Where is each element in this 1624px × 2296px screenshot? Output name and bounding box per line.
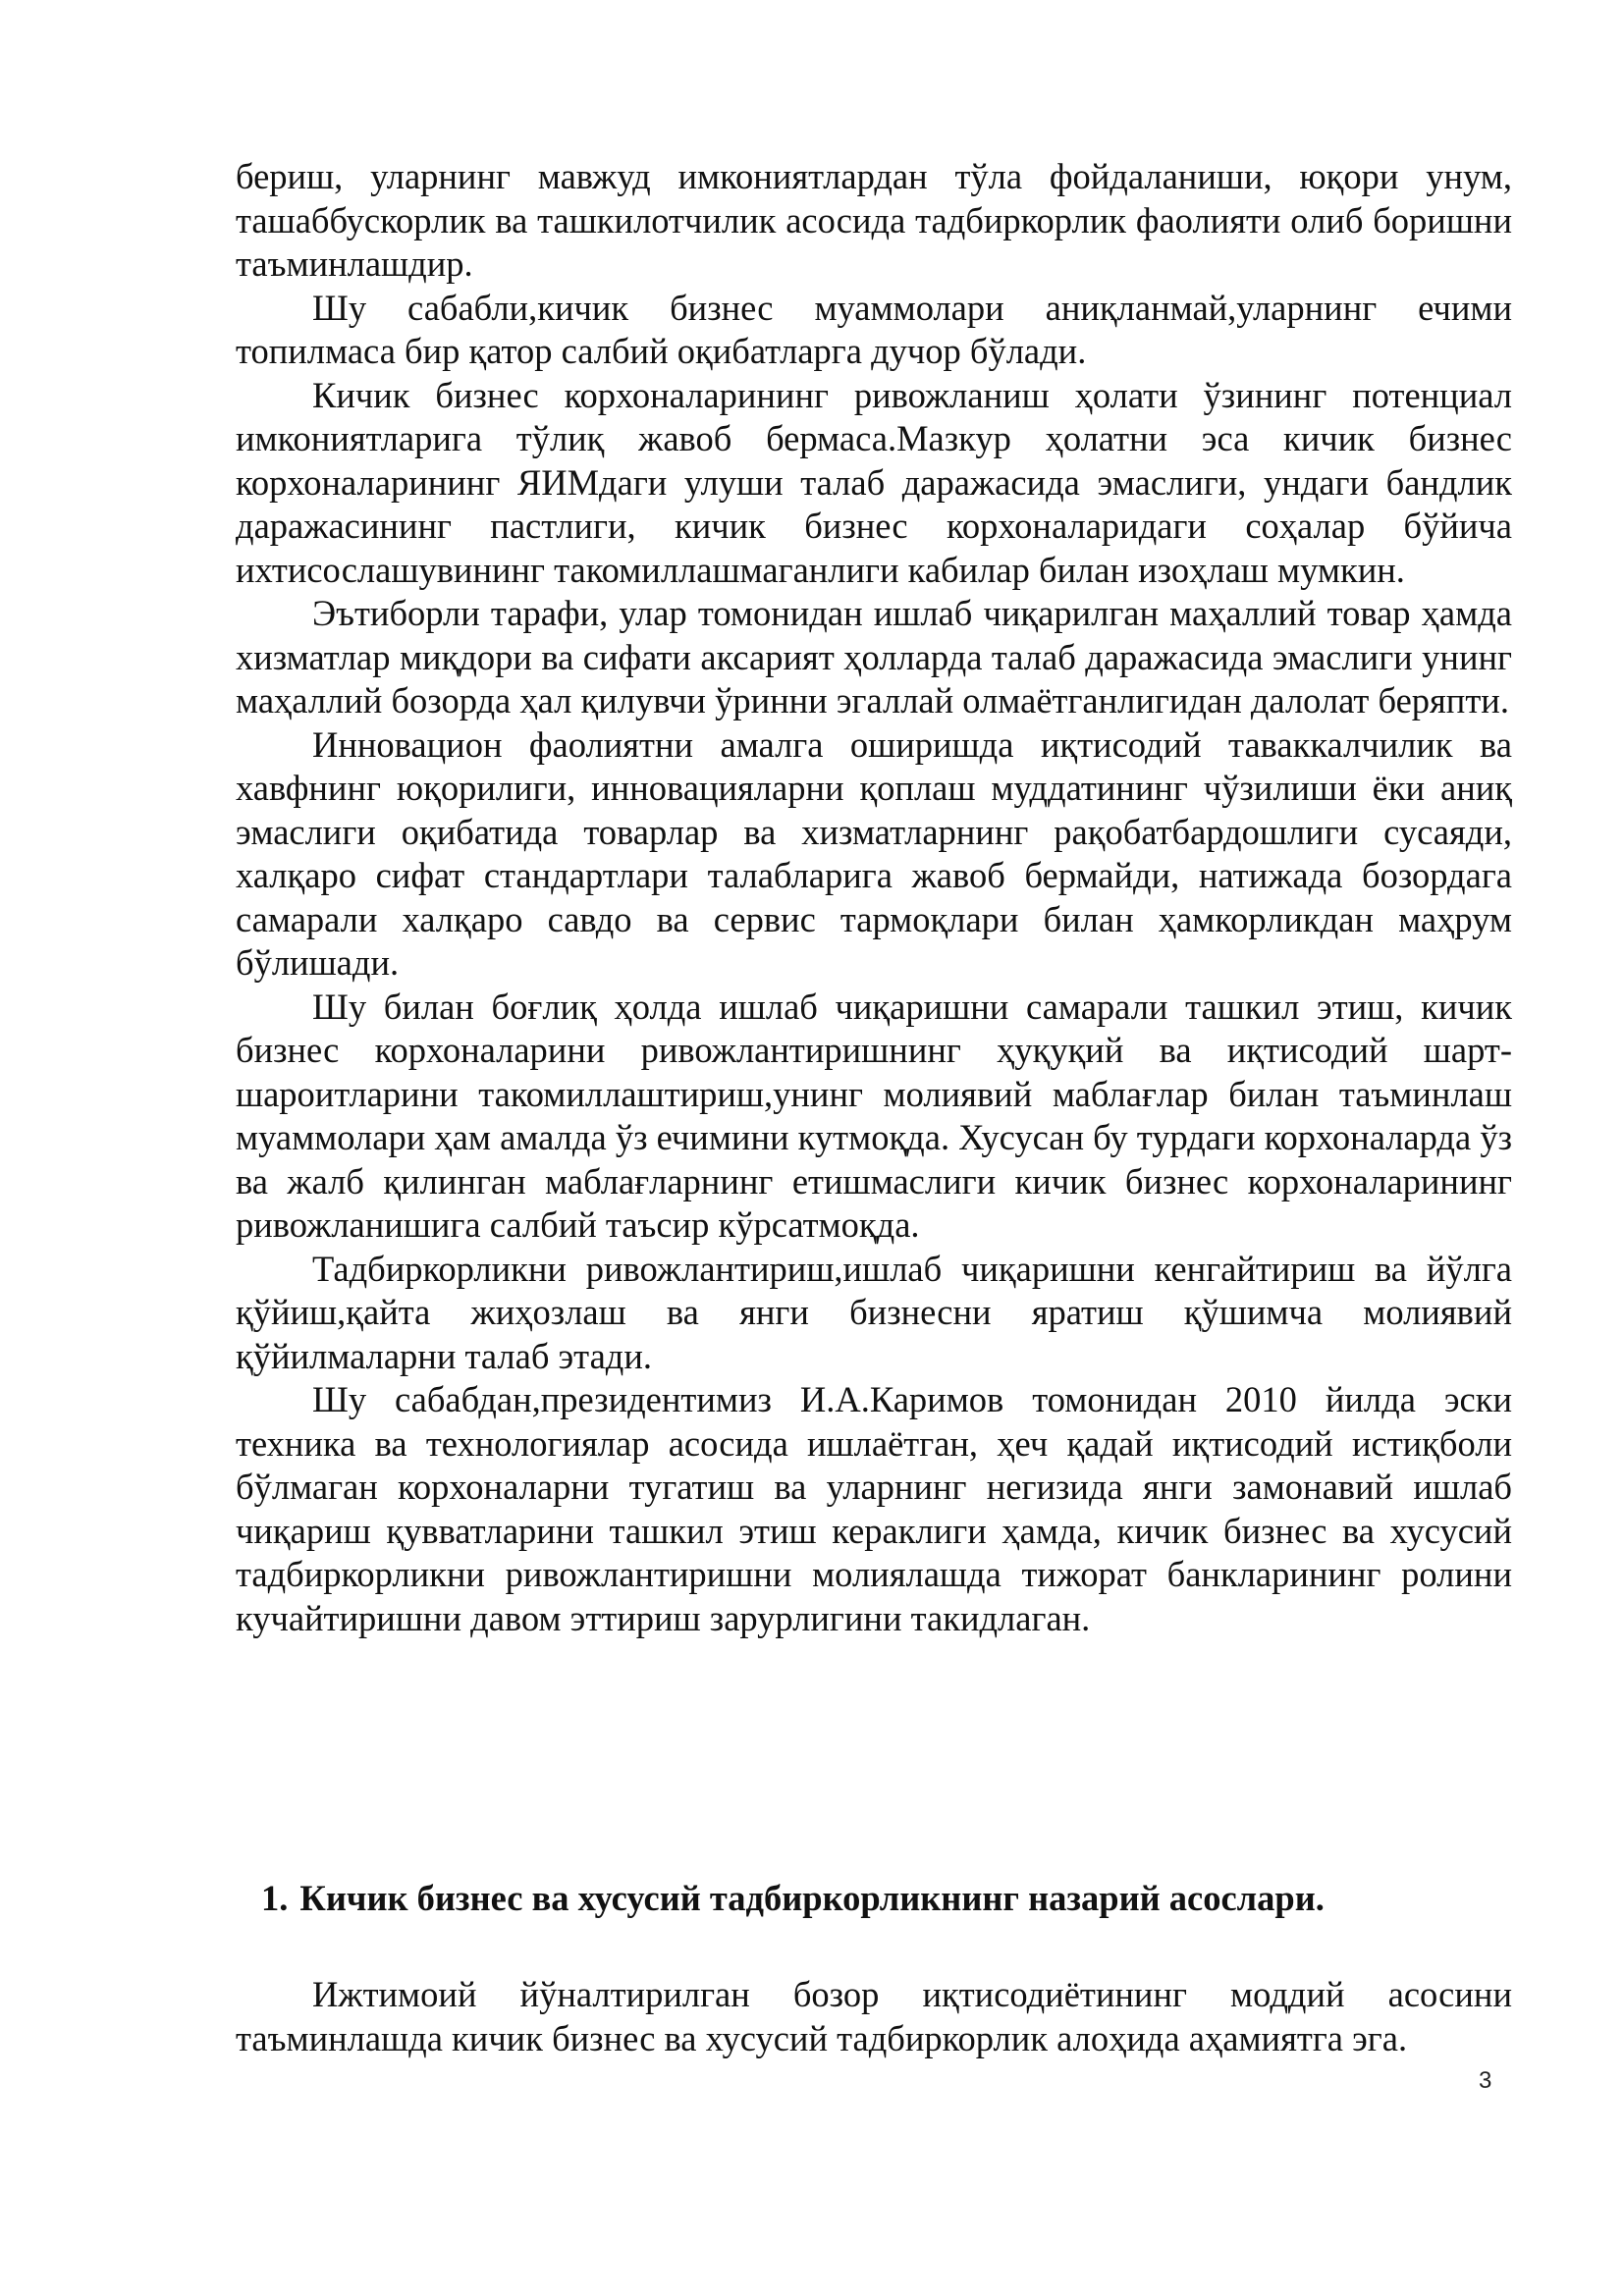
paragraph-1: бериш, уларнинг мавжуд имкониятлардан тўла фойдаланиши, юқори унум, ташаббускорлик ва ташкилотчилик асосида тадбиркорлик фаолияти олиб боришни таъминлашдир. (236, 156, 1512, 284)
section-heading (261, 1877, 1325, 1920)
paragraph-5: Инновацион фаолиятни амалга оширишда иқтисодий таваккалчилик ва хавфнинг юқорилиги, инновацияларни қоплаш муддатининг чўзилиши ёки аниқ эмаслиги оқибатида товарлар ва хизматларнинг рақобатбардошлиги сусаяди, халқаро сифат стандартлари талабларига жавоб бермайди, натижада бозордага самарали халқаро савдо ва сервис тармоқлари билан ҳамкорликдан маҳрум бўлишади. (236, 723, 1512, 983)
page-number: 3 (1479, 2067, 1492, 2094)
section-paragraph: Ижтимоий йўналтирилган бозор иқтисодиётининг моддий асосини таъминлашда кичик бизнес ва хусусий тадбиркорлик алоҳида аҳамиятга эга. (236, 1974, 1512, 2058)
paragraph-7: Тадбиркорликни ривожлантириш,ишлаб чиқаришни кенгайтириш ва йўлга қўйиш,қайта жиҳозлаш ва янги бизнесни яратиш қўшимча молиявий қўйилмаларни талаб этади. (236, 1248, 1512, 1376)
paragraph-6: Шу билан боғлиқ ҳолда ишлаб чиқаришни самарали ташкил этиш, кичик бизнес корхоналарини ривожлантиришнинг ҳуқуқий ва иқтисодий шарт-шароитларини такомиллаштириш,унинг молиявий маблағлар билан таъминлаш муаммолари ҳам амалда ўз ечимини кутмоқда. Хусусан бу турдаги корхоналарда ўз ва жалб қилинган маблағларнинг етишмаслиги кичик бизнес корхоналарининг ривожланишига салбий таъсир кўрсатмоқда. (236, 986, 1512, 1245)
paragraph-3: Кичик бизнес корхоналарининг ривожланиш ҳолати ўзининг потенциал имкониятларига тўлиқ жавоб бермаса.Мазкур ҳолатни эса кичик бизнес корхоналарининг ЯИМдаги улуши талаб даражасида эмаслиги, ундаги бандлик даражасининг пастлиги, кичик бизнес корхоналаридаги соҳалар бўйича ихтисослашувининг такомиллашмаганлиги кабилар билан изоҳлаш мумкин. (236, 374, 1512, 590)
paragraph-4: Эътиборли тарафи, улар томонидан ишлаб чиқарилган маҳаллий товар ҳамда хизматлар миқдори ва сифати аксарият ҳолларда талаб даражасида эмаслиги унинг маҳаллий бозорда ҳал қилувчи ўринни эгаллай олмаётганлигидан далолат беряпти. (236, 593, 1512, 721)
section-title: Кичик бизнес ва хусусий тадбиркорликнинг назарий асослари. (299, 1878, 1325, 1918)
paragraph-2: Шу сабабли,кичик бизнес муаммолари аниқланмай,уларнинг ечими топилмаса бир қатор салбий оқибатларга дучор бўлади. (236, 287, 1512, 371)
section-number: 1. (261, 1878, 289, 1918)
paragraph-8: Шу сабабдан,президентимиз И.А.Каримов томонидан 2010 йилда эски техника ва технологиялар асосида ишлаётган, ҳеч қадай иқтисодий истиқболи бўлмаган корхоналарни тугатиш ва уларнинг негизида янги замонавий ишлаб чиқариш қувватларини ташкил этиш кераклиги ҳамда, кичик бизнес ва хусусий тадбиркорликни ривожлантиришни молиялашда тижорат банкларининг ролини кучайтиришни давом эттириш зарурлигини такидлаган. (236, 1379, 1512, 1638)
document-body (236, 155, 1512, 1640)
